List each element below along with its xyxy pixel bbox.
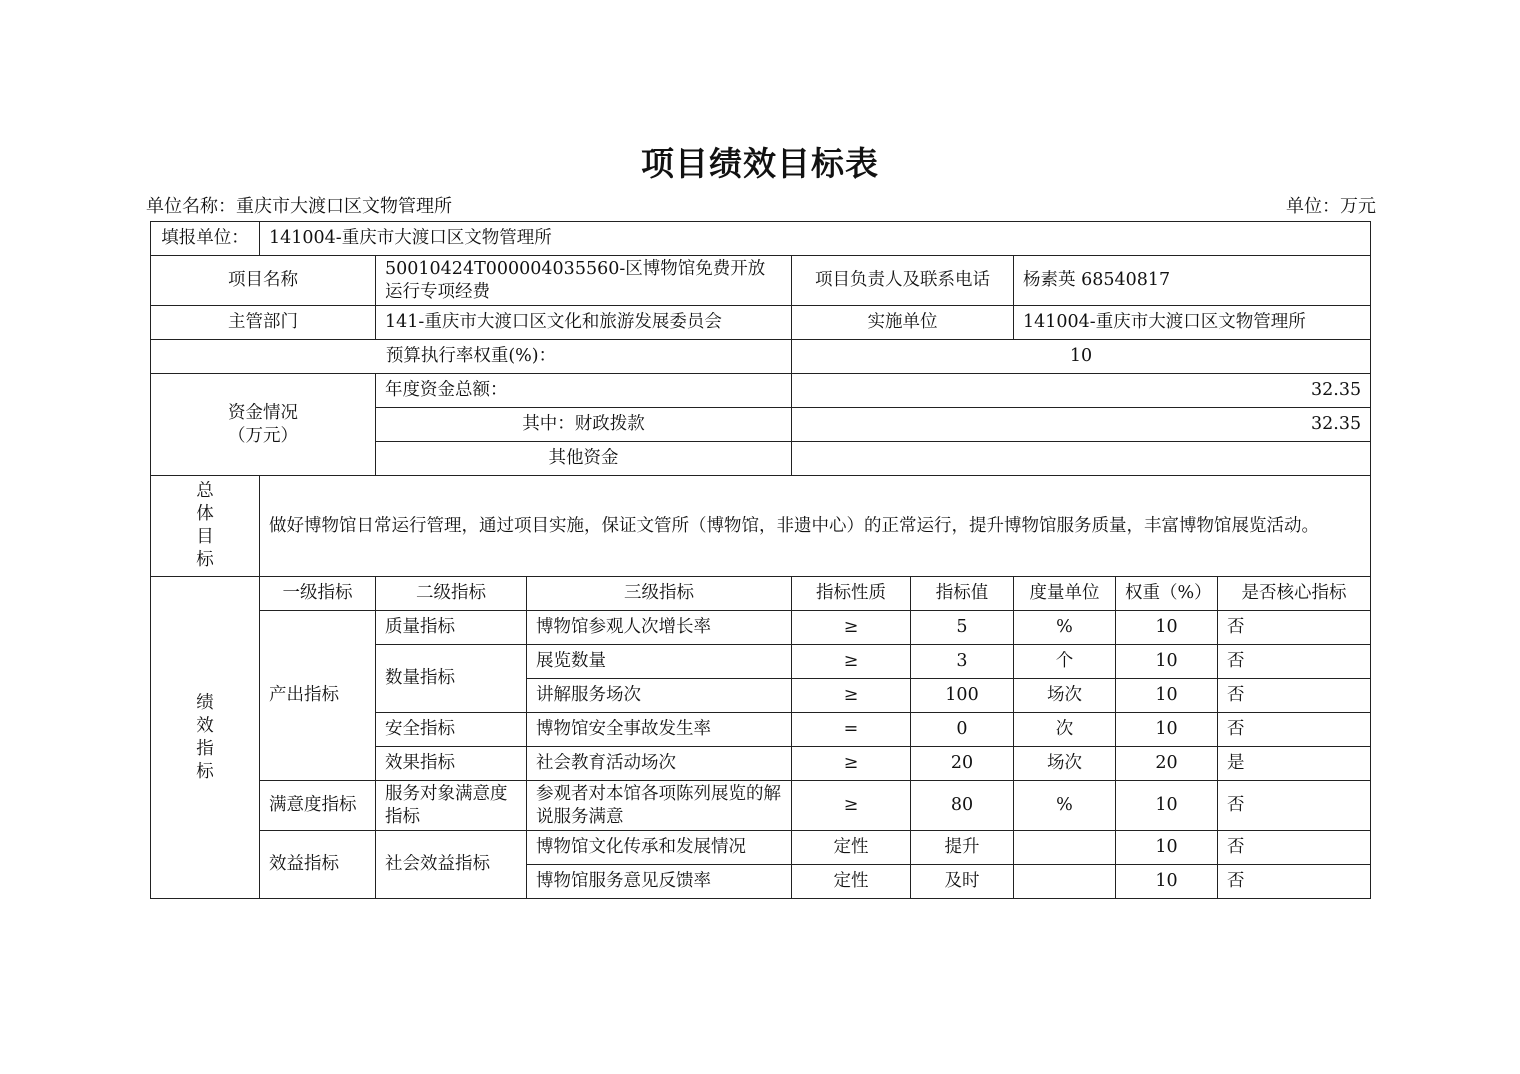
core-cell: 否 — [1218, 781, 1371, 831]
l2-cell: 社会效益指标 — [376, 831, 527, 899]
value-cell: 20 — [911, 747, 1014, 781]
nature-cell: ≥ — [792, 611, 911, 645]
header-cell: 二级指标 — [376, 577, 527, 611]
l2-cell: 数量指标 — [376, 645, 527, 713]
other-funds-label: 其他资金 — [376, 442, 792, 476]
l1-cell: 产出指标 — [260, 611, 376, 781]
table-row — [151, 611, 1371, 645]
budget-weight-row — [151, 340, 1371, 374]
header-cell: 度量单位 — [1014, 577, 1116, 611]
goal-text: 做好博物馆日常运行管理，通过项目实施，保证文管所（博物馆，非遗中心）的正常运行，提升博物馆服务质量，丰富博物馆展览活动。 — [260, 476, 1371, 577]
nature-cell: ≥ — [792, 645, 911, 679]
unit-cell: 场次 — [1014, 679, 1116, 713]
header-cell: 一级指标 — [260, 577, 376, 611]
l3-cell: 博物馆安全事故发生率 — [527, 713, 792, 747]
header-cell: 三级指标 — [527, 577, 792, 611]
core-cell: 是 — [1218, 747, 1371, 781]
annual-total-row — [151, 374, 1371, 408]
l1-cell: 满意度指标 — [260, 781, 376, 831]
l3-cell: 博物馆服务意见反馈率 — [527, 865, 792, 899]
l3-cell: 社会教育活动场次 — [527, 747, 792, 781]
core-cell: 否 — [1218, 831, 1371, 865]
weight-cell: 10 — [1116, 781, 1218, 831]
nature-cell: ≥ — [792, 747, 911, 781]
fiscal-label: 其中：财政拨款 — [376, 408, 792, 442]
goal-label-char: 总 — [196, 481, 214, 501]
contact-label: 项目负责人及联系电话 — [792, 256, 1014, 306]
nature-cell: 定性 — [792, 865, 911, 899]
header-cell: 是否核心指标 — [1218, 577, 1371, 611]
header-cell: 权重（%） — [1116, 577, 1218, 611]
project-name-label: 项目名称 — [151, 256, 376, 306]
other-funds-value — [792, 442, 1371, 476]
table-row — [151, 831, 1371, 865]
value-cell: 及时 — [911, 865, 1014, 899]
dept-row — [151, 306, 1371, 340]
filing-row — [151, 222, 1371, 256]
nature-cell: ≥ — [792, 679, 911, 713]
dept-value: 141-重庆市大渡口区文化和旅游发展委员会 — [376, 306, 792, 340]
value-cell: 100 — [911, 679, 1014, 713]
value-cell: 80 — [911, 781, 1014, 831]
unit-cell: 次 — [1014, 713, 1116, 747]
l3-cell: 博物馆文化传承和发展情况 — [527, 831, 792, 865]
perf-label-char: 标 — [196, 761, 214, 782]
indicator-header-row — [151, 577, 1371, 611]
unit-cell — [1014, 831, 1116, 865]
perf-label-char: 效 — [196, 715, 214, 736]
header-cell: 指标性质 — [792, 577, 911, 611]
value-cell: 5 — [911, 611, 1014, 645]
goal-label-char: 标 — [196, 550, 214, 570]
performance-table — [150, 221, 1371, 899]
weight-cell: 10 — [1116, 611, 1218, 645]
unit-cell: % — [1014, 611, 1116, 645]
nature-cell: 定性 — [792, 831, 911, 865]
value-cell: 提升 — [911, 831, 1014, 865]
nature-cell: ≥ — [792, 781, 911, 831]
annual-total-label: 年度资金总额： — [376, 374, 792, 408]
perf-label-char: 指 — [196, 738, 214, 759]
l2-cell: 服务对象满意度指标 — [376, 781, 527, 831]
l2-cell: 效果指标 — [376, 747, 527, 781]
dept-label: 主管部门 — [151, 306, 376, 340]
core-cell: 否 — [1218, 865, 1371, 899]
table-row — [151, 781, 1371, 831]
perf-label — [151, 577, 260, 899]
impl-value: 141004-重庆市大渡口区文物管理所 — [1014, 306, 1371, 340]
core-cell: 否 — [1218, 679, 1371, 713]
fiscal-value: 32.35 — [792, 408, 1371, 442]
unit-cell: 个 — [1014, 645, 1116, 679]
goal-row — [151, 476, 1371, 577]
weight-cell: 10 — [1116, 865, 1218, 899]
weight-cell: 10 — [1116, 831, 1218, 865]
unit-cell — [1014, 865, 1116, 899]
goal-label-char: 目 — [196, 527, 214, 547]
l1-cell: 效益指标 — [260, 831, 376, 899]
budget-weight-label: 预算执行率权重(%)： — [151, 340, 792, 374]
page-title: 项目绩效目标表 — [641, 144, 879, 183]
filing-value: 141004-重庆市大渡口区文物管理所 — [260, 222, 1371, 256]
impl-label: 实施单位 — [792, 306, 1014, 340]
unit-cell: 场次 — [1014, 747, 1116, 781]
l2-cell: 安全指标 — [376, 713, 527, 747]
goal-label-char: 体 — [196, 504, 214, 524]
weight-cell: 10 — [1116, 679, 1218, 713]
weight-cell: 20 — [1116, 747, 1218, 781]
perf-label-char: 绩 — [196, 692, 214, 713]
project-row — [151, 256, 1371, 306]
budget-weight-value: 10 — [792, 340, 1371, 374]
funds-label-unit: （万元） — [228, 425, 298, 446]
l3-cell: 参观者对本馆各项陈列展览的解说服务满意 — [527, 781, 792, 831]
filing-label: 填报单位： — [151, 222, 260, 256]
l3-cell: 展览数量 — [527, 645, 792, 679]
header-cell: 指标值 — [911, 577, 1014, 611]
unit-cell: % — [1014, 781, 1116, 831]
l2-cell: 质量指标 — [376, 611, 527, 645]
value-cell: 3 — [911, 645, 1014, 679]
nature-cell: = — [792, 713, 911, 747]
core-cell: 否 — [1218, 645, 1371, 679]
value-cell: 0 — [911, 713, 1014, 747]
project-name-value: 50010424T000004035560-区博物馆免费开放运行专项经费 — [376, 256, 792, 306]
weight-cell: 10 — [1116, 645, 1218, 679]
l3-cell: 博物馆参观人次增长率 — [527, 611, 792, 645]
unit-name: 单位名称：重庆市大渡口区文物管理所 — [146, 196, 452, 217]
currency-unit: 单位：万元 — [1286, 196, 1376, 217]
core-cell: 否 — [1218, 611, 1371, 645]
goal-label — [151, 476, 260, 577]
funds-label — [151, 374, 376, 476]
l3-cell: 讲解服务场次 — [527, 679, 792, 713]
annual-total-value: 32.35 — [792, 374, 1371, 408]
contact-value: 杨素英 68540817 — [1014, 256, 1371, 306]
weight-cell: 10 — [1116, 713, 1218, 747]
funds-label-line: 资金情况 — [228, 402, 298, 423]
core-cell: 否 — [1218, 713, 1371, 747]
